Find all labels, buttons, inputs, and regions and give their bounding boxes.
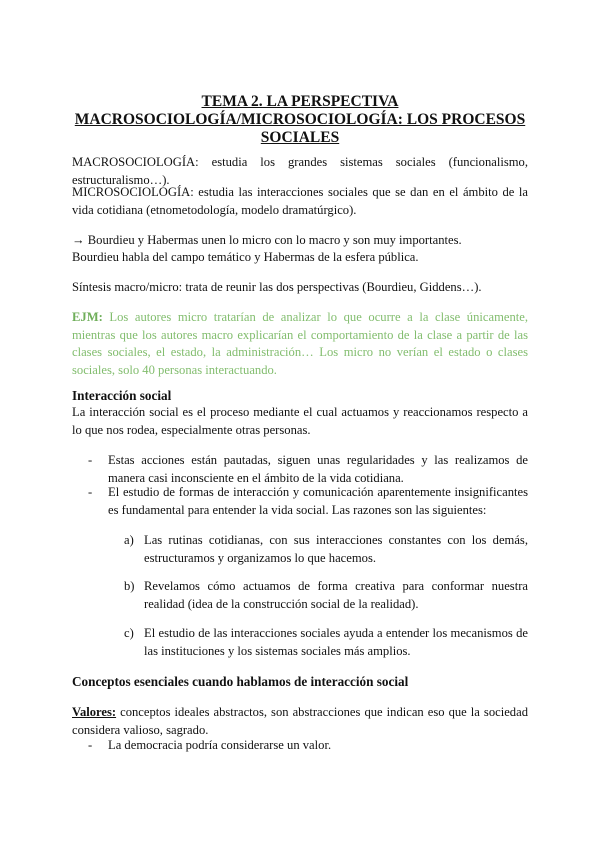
reason-letter: a) — [124, 533, 134, 547]
list-item — [88, 484, 528, 519]
reason-text: El estudio de las interacciones sociales ayuda a entender los mecanismos de las instituciones y los sistemas sociales más amplios. — [144, 626, 528, 658]
intro-micro: MICROSOCIOLOGÍA: estudia las interacciones sociales que se dan en el ámbito de la vida cotidiana (etnometodología, modelo dramatúrgico). — [72, 185, 528, 217]
reason-text: Revelamos cómo actuamos de forma creativa para conformar nuestra realidad (idea de la construcción social de la realidad). — [144, 579, 528, 611]
reason-item — [124, 625, 528, 660]
bourdieu-line: Bourdieu habla del campo temático y Habermas de la esfera pública. — [72, 250, 419, 264]
bullet-text: El estudio de formas de interacción y comunicación aparentemente insignificantes es fundamental para entender la vida social. Las razones son las siguientes: — [108, 485, 528, 517]
bullet-dash: - — [88, 738, 93, 752]
values-text: conceptos ideales abstractos, son abstracciones que indican eso que la sociedad considera valioso, sagrado. — [72, 705, 528, 737]
values-term: Valores: — [72, 705, 117, 719]
reason-text: Las rutinas cotidianas, con sus interacciones constantes con los demás, estructuramos y organizamos lo que hacemos. — [144, 533, 528, 565]
bullet-text: La democracia podría considerarse un valor. — [108, 738, 332, 752]
reason-letter: c) — [124, 626, 134, 640]
list-item — [88, 737, 528, 755]
example-lead: EJM: — [72, 310, 103, 324]
synthesis-line: Síntesis macro/micro: trata de reunir las dos perspectivas (Bourdieu, Giddens…). — [72, 280, 482, 294]
concepts-heading: Conceptos esenciales cuando hablamos de interacción social — [72, 674, 409, 689]
values-paragraph — [72, 704, 528, 739]
reason-item — [124, 578, 528, 613]
title-line-2: MACROSOCIOLOGÍA/MICROSOCIOLOGÍA: LOS PROCESOS — [74, 111, 526, 128]
bullet-text: Estas acciones están pautadas, siguen unas regularidades y las realizamos de manera casi inconsciente en el ámbito de la vida cotidiana. — [108, 453, 528, 485]
reason-item — [124, 532, 528, 567]
list-item — [88, 452, 528, 487]
interaction-definition: La interacción social es el proceso mediante el cual actuamos y reaccionamos respecto a lo que nos rodea, especialmente otras personas. — [72, 405, 528, 437]
example-text: Los autores micro tratarían de analizar lo que ocurre a la clase únicamente, mientras que los autores macro explicarían el comportamiento de la clase a partir de las clases sociales, el estado, la administración… Los micro no verían el estado o clases sociales, solo 40 personas interactuando. — [72, 310, 528, 377]
arrow-line: → Bourdieu y Habermas unen lo micro con lo macro y son muy importantes. — [72, 233, 462, 247]
interaction-heading: Interacción social — [72, 388, 172, 403]
bullet-dash: - — [88, 485, 93, 499]
reason-letter: b) — [124, 579, 135, 593]
title-line-1: TEMA 2. LA PERSPECTIVA — [201, 93, 399, 110]
title-line-3: SOCIALES — [260, 129, 340, 146]
bullet-dash: - — [88, 453, 93, 467]
intro-macro: MACROSOCIOLOGÍA: estudia los grandes sistemas sociales (funcionalismo, estructuralismo…). — [72, 155, 528, 187]
example-paragraph — [72, 309, 528, 379]
